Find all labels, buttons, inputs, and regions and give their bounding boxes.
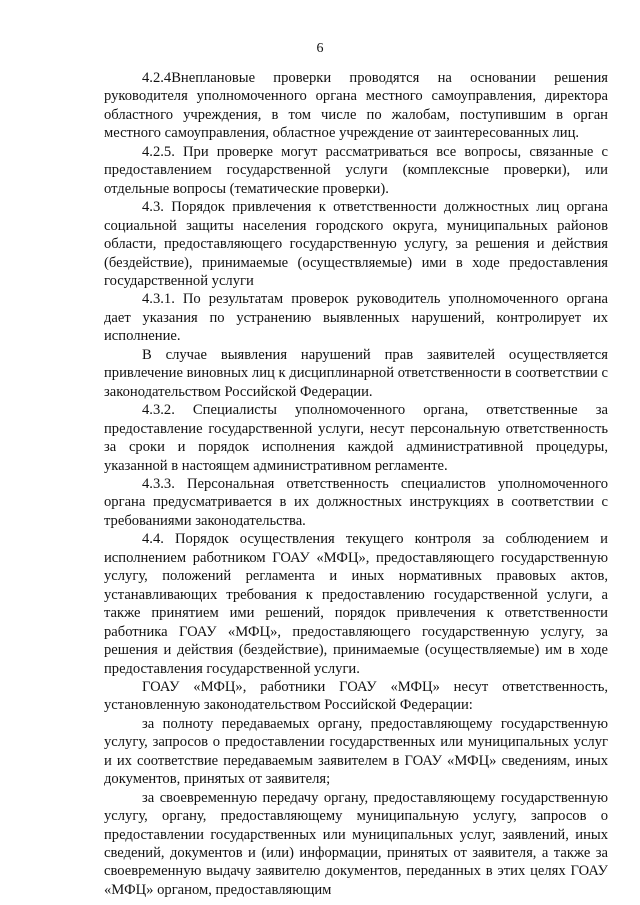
paragraph-completeness: за полноту передаваемых органу, предоставляющему государственную услугу, запросов о предоставлении государственных или муниципальных услуг и их соответствие передаваемым заявителем в ГОАУ «МФЦ» сведениям, иных документов, принятых от заявителя;	[104, 715, 608, 788]
paragraph-violations: В случае выявления нарушений прав заявителей осуществляется привлечение виновных лиц к дисциплинарной ответственности в соответствии с законодательством Российской Федерации.	[104, 346, 608, 400]
paragraph-4-4: 4.4. Порядок осуществления текущего контроля за соблюдением и исполнением работником ГОАУ «МФЦ», предоставляющего государственную услугу, положений регламента и иных нормативных правовых актов, устанавливающих требования к предоставлению государственной услуги, а также принятием ими решений, порядок привлечения к ответственности работника ГОАУ «МФЦ», предоставляющего государственную услугу, за решения и действия (бездействие), принимаемые (осуществляемые) им в ходе предоставления государственной услуги.	[104, 531, 608, 677]
paragraph-4-3-2: 4.3.2. Специалисты уполномоченного органа, ответственные за предоставление государственной услуги, несут персональную ответственность за сроки и порядок исполнения каждой административной процедуры, указанной в настоящем административном регламенте.	[104, 402, 608, 474]
paragraph-mfc-responsibility: ГОАУ «МФЦ», работники ГОАУ «МФЦ» несут ответственность, установленную законодательством Российской Федерации:	[104, 678, 608, 714]
document-body	[104, 69, 608, 899]
page-number: 6	[316, 41, 324, 56]
paragraph-4-3: 4.3. Порядок привлечения к ответственности должностных лиц органа социальной защиты населения городского округа, муниципальных районов области, предоставляющего государственную услугу, за решения и действия (бездействие), принимаемые (осуществляемые) ими в ходе предоставления государственной услуги	[104, 199, 608, 289]
paragraph-timely-transfer: за своевременную передачу органу, предоставляющему государственную услугу, органу, предоставляющему муниципальную услугу, запросов о предоставлении государственных или муниципальных услуг, заявлений, иных сведений, документов и (или) информации, принятых от заявителя, а также за своевременную выдачу заявителю документов, переданных в этих целях ГОАУ «МФЦ» органом, предоставляющим	[104, 789, 608, 898]
paragraph-4-3-3: 4.3.3. Персональная ответственность специалистов уполномоченного органа предусматривается в их должностных инструкциях в соответствии с требованиями законодательства.	[104, 475, 608, 529]
paragraph-4-2-4: 4.2.4Внеплановые проверки проводятся на основании решения руководителя уполномоченного органа местного самоуправления, директора областного учреждения, в том числе по жалобам, поступившим в орган местного самоуправления, областное учреждение от заинтересованных лиц.	[104, 70, 608, 142]
paragraph-4-3-1: 4.3.1. По результатам проверок руководитель уполномоченного органа дает указания по устранению выявленных нарушений, контролирует их исполнение.	[104, 291, 608, 345]
paragraph-4-2-5: 4.2.5. При проверке могут рассматриваться все вопросы, связанные с предоставлением государственной услуги (комплексные проверки), или отдельные вопросы (тематические проверки).	[104, 143, 608, 197]
